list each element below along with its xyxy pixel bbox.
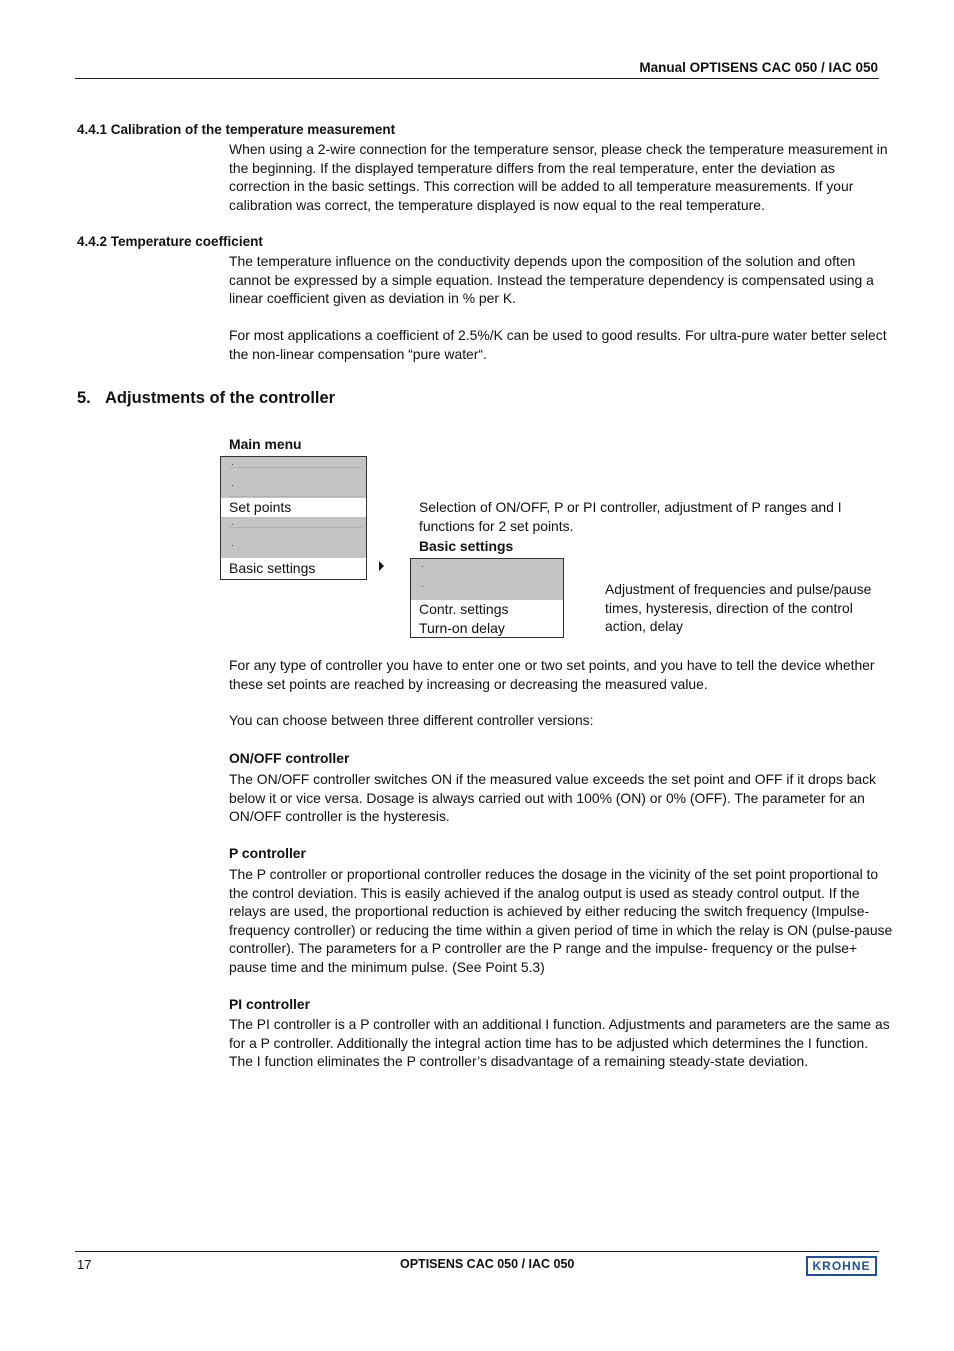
text-line: ON/OFF controller is the hysteresis. (229, 808, 450, 824)
section-4-4-2-text (229, 252, 887, 363)
header-rule (75, 78, 879, 79)
text-line: correction in the basic settings. This correction will be added to all temperature measurements. If your (229, 178, 854, 194)
menu-dot: · (421, 561, 424, 571)
pi-controller-paragraph (229, 1015, 890, 1071)
text-line: The I function eliminates the P controller’s disadvantage of a remaining steady-state deviation. (229, 1053, 809, 1069)
main-menu-label: Main menu (229, 436, 302, 452)
menu-dot: · (231, 519, 234, 529)
menu-hidden-item (411, 579, 563, 600)
menu-separator (229, 527, 363, 528)
intro-paragraph (229, 656, 875, 693)
section-title: Adjustments of the controller (105, 389, 336, 407)
main-menu-box (220, 456, 367, 580)
section-5-heading (77, 389, 335, 408)
menu-dot: · (231, 480, 234, 490)
text-line: When using a 2-wire connection for the temperature sensor, please check the temperature measurement in (229, 141, 888, 157)
menu-hidden-item (221, 538, 366, 558)
onoff-heading: ON/OFF controller (229, 750, 350, 766)
text-line: calibration was correct, the temperature displayed is now equal to the real temperature. (229, 196, 765, 213)
text-line: functions for 2 set points. (419, 517, 574, 534)
menu-item-set-points[interactable]: Set points (229, 499, 292, 515)
menu-item-basic-settings[interactable]: Basic settings (229, 560, 316, 576)
krohne-logo: KROHNE (806, 1256, 877, 1276)
text-line: the beginning. If the displayed temperature differs from the real temperature, enter the deviation as (229, 159, 835, 176)
text-line: The ON/OFF controller switches ON if the measured value exceeds the set point and OFF if it drops back (229, 771, 876, 787)
menu-item-turn-on-delay[interactable]: Turn-on delay (419, 620, 505, 636)
text-line: controller). The parameters for a P controller are the P range and the impulse- frequency or the pulse+ (229, 940, 858, 956)
section-number: 5. (77, 389, 91, 407)
menu-hidden-item (221, 478, 366, 498)
menu-hidden-item (411, 559, 563, 579)
footer-rule (75, 1251, 879, 1252)
text-line: The temperature influence on the conductivity depends upon the composition of the solution and often (229, 253, 856, 269)
menu-dot: · (421, 581, 424, 591)
text-line: relays are used, the proportional reduction is achieved by either reducing the switch frequency (Impulse- (229, 903, 870, 919)
arrow-right-icon (379, 561, 384, 571)
menu-hidden-item (221, 457, 366, 478)
menu-separator (229, 467, 363, 468)
text-line: for a P controller. Additionally the integral action time has to be adjusted which determines the I function. (229, 1034, 869, 1051)
basic-settings-label: Basic settings (419, 538, 514, 554)
set-points-description (419, 498, 842, 535)
onoff-paragraph (229, 770, 876, 826)
choose-paragraph: You can choose between three different controller versions: (229, 712, 594, 728)
page-number: 17 (77, 1257, 92, 1272)
text-line: the non-linear compensation “pure water“. (229, 345, 487, 362)
text-line: For any type of controller you have to enter one or two set points, and you have to tell the device whether (229, 657, 875, 673)
p-controller-heading: P controller (229, 845, 306, 861)
menu-hidden-item (221, 517, 366, 538)
text-line: The PI controller is a P controller with an additional I function. Adjustments and parameters are the same as (229, 1016, 890, 1032)
text-line: frequency controller) or reducing the time within a given period of time in which the relay is ON (pulse-pause (229, 921, 893, 938)
section-4-4-1-heading: 4.4.1 Calibration of the temperature measurement (77, 122, 396, 137)
footer-title: OPTISENS CAC 050 / IAC 050 (400, 1257, 575, 1271)
header-title: Manual OPTISENS CAC 050 / IAC 050 (639, 60, 878, 75)
text-line: linear coefficient given as deviation in % per K. (229, 290, 516, 306)
menu-dot: · (231, 459, 234, 469)
menu-dot: · (231, 540, 234, 550)
text-line: below it or vice versa. Dosage is always carried out with 100% (ON) or 0% (OFF). The parameter for an (229, 789, 865, 806)
text-line: Selection of ON/OFF, P or PI controller, adjustment of P ranges and I (419, 499, 842, 515)
text-line: these set points are reached by increasing or decreasing the measured value. (229, 675, 708, 692)
pi-controller-heading: PI controller (229, 996, 311, 1012)
text-line: The P controller or proportional controller reduces the dosage in the vicinity of the set point proportional to (229, 866, 879, 882)
menu-separator (229, 496, 363, 497)
text-line: the control deviation. This is easily achieved if the analog output is used as steady control output. If the (229, 884, 860, 901)
text-line: For most applications a coefficient of 2.5%/K can be used to good results. For ultra-pure water better select (229, 327, 887, 343)
text-line: pause time and the minimum pulse. (See Point 5.3) (229, 958, 545, 975)
p-controller-paragraph (229, 865, 892, 976)
basic-settings-description (605, 580, 871, 636)
text-line: times, hysteresis, direction of the control (605, 599, 853, 616)
text-line: action, delay (605, 618, 683, 634)
text-line: cannot be expressed by a simple equation. Instead the temperature dependency is compensated using a (229, 271, 874, 288)
section-4-4-2-heading: 4.4.2 Temperature coefficient (77, 234, 263, 249)
text-line: Adjustment of frequencies and pulse/pause (605, 581, 872, 597)
menu-item-contr-settings[interactable]: Contr. settings (419, 601, 509, 617)
basic-settings-box (410, 558, 564, 638)
section-4-4-1-text (229, 140, 888, 214)
